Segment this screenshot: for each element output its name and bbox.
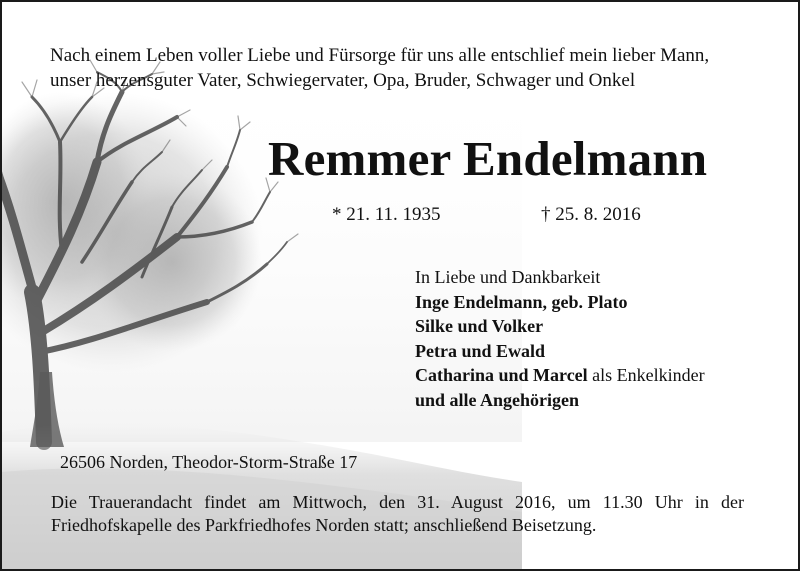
deceased-name: Remmer Endelmann xyxy=(268,131,708,186)
mourners-heading: In Liebe und Dankbarkeit xyxy=(415,267,601,287)
birth-date: * 21. 11. 1935 xyxy=(332,204,441,225)
mourners-block xyxy=(415,265,705,412)
mourner-name: Silke und Volker xyxy=(415,316,544,336)
mourner-name: Petra und Ewald xyxy=(415,340,546,361)
intro-line-2: unser herzensguter Vater, Schwiegervater, Opa, Bruder, Schwager und Onkel xyxy=(50,70,636,91)
death-date: † 25. 8. 2016 xyxy=(541,204,641,225)
address: 26506 Norden, Theodor-Storm-Straße 17 xyxy=(60,452,358,472)
grandchildren-suffix: als Enkelkinder xyxy=(587,365,705,385)
mourner-name: Inge Endelmann, geb. Plato xyxy=(415,291,628,312)
intro-line-1: Nach einem Leben voller Liebe und Fürsorge für uns alle entschlief mein lieber Mann, xyxy=(50,45,710,66)
intro-text xyxy=(50,43,770,93)
mourner-name: Catharina und Marcel xyxy=(415,365,588,385)
mourner-name: und alle Angehörigen xyxy=(415,389,580,410)
service-info: Die Trauerandacht findet am Mittwoch, den 31. August 2016, um 11.30 Uhr in der Friedhofskapelle des Parkfriedhofes Norden statt; anschließend Beisetzung. xyxy=(51,492,744,535)
